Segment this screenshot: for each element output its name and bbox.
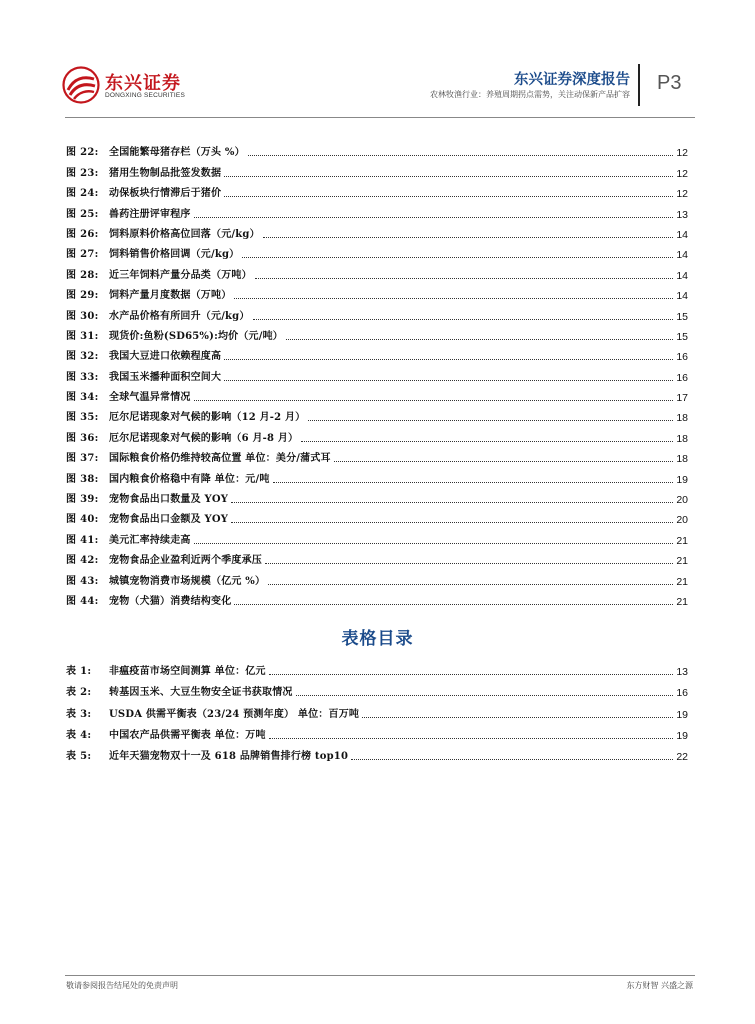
- toc-title: 近年天猫宠物双十一及 618 品牌销售排行榜 top10: [109, 750, 349, 762]
- toc-page: 21: [676, 595, 688, 608]
- toc-leader: [296, 694, 674, 696]
- toc-label: 表 5:: [66, 750, 92, 762]
- toc-label: 图 44:: [66, 595, 99, 607]
- toc-page: 12: [676, 188, 688, 201]
- toc-title: 全球气温异常情况: [109, 392, 191, 404]
- toc-label: 表 3:: [66, 708, 92, 720]
- toc-title: 国内粮食价格稳中有降 单位：元/吨: [109, 473, 270, 485]
- toc-page: 21: [676, 534, 688, 547]
- toc-title: 水产品价格有所回升（元/kg）: [109, 310, 250, 322]
- toc-row[interactable]: [66, 588, 688, 608]
- toc-leader: [273, 481, 674, 483]
- toc-label: 图 29:: [66, 290, 99, 302]
- toc-leader: [234, 603, 673, 605]
- toc-label: 表 1:: [66, 666, 92, 678]
- logo-chinese-name: 东兴证券: [105, 73, 181, 94]
- toc-leader: [242, 256, 673, 258]
- toc-page: 20: [676, 514, 688, 527]
- toc-title: 厄尔尼诺现象对气候的影响（6 月-8 月）: [109, 432, 299, 444]
- toc-row[interactable]: [66, 506, 688, 526]
- report-title: 东兴证券深度报告: [514, 72, 630, 88]
- toc-page: 14: [676, 249, 688, 262]
- toc-leader: [351, 758, 673, 760]
- toc-title: 猪用生物制品批签发数据: [109, 167, 222, 179]
- footer-rule: [65, 975, 695, 976]
- toc-label: 图 26:: [66, 228, 99, 240]
- toc-page: 14: [676, 290, 688, 303]
- toc-leader: [286, 338, 673, 340]
- toc-label: 图 33:: [66, 371, 99, 383]
- tables-section-heading: 表格目录: [341, 629, 414, 649]
- toc-leader: [224, 358, 673, 360]
- toc-label: 图 27:: [66, 249, 99, 261]
- toc-row[interactable]: [66, 547, 688, 567]
- toc-page: 20: [676, 494, 688, 507]
- toc-title: 宠物食品企业盈利近两个季度承压: [109, 555, 262, 567]
- report-subtitle: 农林牧渔行业：养殖周期拐点需势，关注动保新产品扩容: [430, 90, 630, 99]
- toc-page: 15: [676, 310, 688, 323]
- figure-toc-list: [66, 139, 688, 608]
- table-toc-list: [66, 657, 688, 763]
- toc-leader: [268, 583, 673, 585]
- toc-row[interactable]: [66, 139, 688, 159]
- toc-label: 图 40:: [66, 514, 99, 526]
- toc-label: 图 38:: [66, 473, 99, 485]
- toc-page: 16: [676, 687, 688, 700]
- toc-page: 22: [676, 750, 688, 763]
- header-rule: [65, 117, 695, 118]
- toc-leader: [194, 399, 674, 401]
- toc-leader: [269, 673, 674, 675]
- toc-row[interactable]: [66, 424, 688, 444]
- toc-page: 17: [676, 392, 688, 405]
- toc-title: 兽药注册评审程序: [109, 208, 191, 220]
- footer-slogan: 东方财智 兴盛之源: [626, 981, 693, 990]
- toc-label: 图 25:: [66, 208, 99, 220]
- toc-page: 12: [676, 147, 688, 160]
- toc-page: 21: [676, 575, 688, 588]
- toc-row[interactable]: [66, 363, 688, 383]
- toc-leader: [231, 501, 673, 503]
- header-divider: [638, 64, 640, 106]
- toc-row[interactable]: [66, 699, 688, 720]
- toc-leader: [301, 440, 673, 442]
- toc-leader: [269, 737, 674, 739]
- toc-leader: [263, 236, 674, 238]
- toc-label: 图 23:: [66, 167, 99, 179]
- toc-row[interactable]: [66, 721, 688, 742]
- toc-row[interactable]: [66, 261, 688, 281]
- toc-leader: [234, 297, 673, 299]
- page-header: [0, 0, 755, 110]
- company-logo: [62, 66, 212, 106]
- toc-title: 转基因玉米、大豆生物安全证书获取情况: [109, 687, 293, 699]
- toc-leader: [255, 277, 674, 279]
- toc-page: 14: [676, 228, 688, 241]
- toc-page: 19: [676, 708, 688, 721]
- toc-title: 近三年饲料产量分品类（万吨）: [109, 269, 252, 281]
- toc-title: 动保板块行情滞后于猪价: [109, 188, 222, 200]
- toc-title: 我国大豆进口依赖程度高: [109, 351, 222, 363]
- toc-row[interactable]: [66, 678, 688, 699]
- toc-leader: [248, 154, 674, 156]
- toc-leader: [224, 195, 673, 197]
- toc-label: 图 30:: [66, 310, 99, 322]
- toc-title: 饲料原料价格高位回落（元/kg）: [109, 228, 260, 240]
- toc-label: 图 31:: [66, 330, 99, 342]
- toc-page: 18: [676, 432, 688, 445]
- toc-leader: [224, 379, 673, 381]
- toc-title: 全国能繁母猪存栏（万头 %）: [109, 147, 245, 159]
- toc-row[interactable]: [66, 404, 688, 424]
- toc-title: 宠物（犬猫）消费结构变化: [109, 595, 232, 607]
- toc-row[interactable]: [66, 742, 688, 763]
- footer-disclaimer: 敬请参阅报告结尾处的免责声明: [66, 981, 178, 990]
- toc-title: 非瘟疫苗市场空间测算 单位：亿元: [109, 666, 266, 678]
- toc-leader: [362, 716, 673, 718]
- toc-row[interactable]: [66, 241, 688, 261]
- toc-row[interactable]: [66, 526, 688, 546]
- page-number: P3: [657, 72, 682, 94]
- toc-leader: [194, 216, 674, 218]
- toc-page: 13: [676, 666, 688, 679]
- toc-label: 图 22:: [66, 147, 99, 159]
- toc-leader: [334, 460, 674, 462]
- toc-page: 16: [676, 371, 688, 384]
- toc-page: 18: [676, 412, 688, 425]
- toc-row[interactable]: [66, 323, 688, 343]
- toc-label: 图 34:: [66, 392, 99, 404]
- toc-label: 图 36:: [66, 432, 99, 444]
- toc-label: 图 24:: [66, 188, 99, 200]
- toc-row[interactable]: [66, 180, 688, 200]
- toc-title: 国际粮食价格仍维持较高位置 单位：美分/蒲式耳: [109, 453, 331, 465]
- dongxing-logo-icon: [62, 66, 100, 104]
- toc-label: 图 42:: [66, 555, 99, 567]
- toc-title: 美元汇率持续走高: [109, 534, 191, 546]
- toc-title: 宠物食品出口数量及 YOY: [109, 494, 229, 506]
- toc-label: 图 35:: [66, 412, 99, 424]
- toc-page: 15: [676, 330, 688, 343]
- toc-page: 19: [676, 473, 688, 486]
- toc-label: 图 32:: [66, 351, 99, 363]
- toc-leader: [224, 175, 673, 177]
- toc-row[interactable]: [66, 343, 688, 363]
- toc-row[interactable]: [66, 567, 688, 587]
- toc-row[interactable]: [66, 302, 688, 322]
- toc-title: 我国玉米播种面积空间大: [109, 371, 222, 383]
- toc-label: 图 28:: [66, 269, 99, 281]
- toc-leader: [253, 318, 674, 320]
- toc-page: 19: [676, 729, 688, 742]
- toc-title: 现货价:鱼粉(SD65%):均价（元/吨）: [109, 330, 284, 342]
- toc-title: 饲料产量月度数据（万吨）: [109, 290, 232, 302]
- toc-page: 18: [676, 453, 688, 466]
- toc-label: 表 4:: [66, 729, 92, 741]
- toc-title: USDA 供需平衡表（23/24 预测年度） 单位：百万吨: [109, 708, 360, 720]
- toc-title: 城镇宠物消费市场规模（亿元 %）: [109, 575, 266, 587]
- toc-leader: [265, 562, 673, 564]
- toc-page: 14: [676, 269, 688, 282]
- toc-leader: [308, 419, 673, 421]
- toc-row[interactable]: [66, 282, 688, 302]
- toc-page: 16: [676, 351, 688, 364]
- logo-english-name: DONGXING SECURITIES: [105, 92, 186, 99]
- toc-label: 图 41:: [66, 534, 99, 546]
- toc-label: 图 39:: [66, 494, 99, 506]
- toc-row[interactable]: [66, 486, 688, 506]
- toc-page: 12: [676, 167, 688, 180]
- toc-title: 中国农产品供需平衡表 单位：万吨: [109, 729, 266, 741]
- toc-row[interactable]: [66, 657, 688, 678]
- toc-row[interactable]: [66, 221, 688, 241]
- toc-row[interactable]: [66, 384, 688, 404]
- toc-label: 图 43:: [66, 575, 99, 587]
- toc-leader: [231, 521, 673, 523]
- toc-label: 表 2:: [66, 687, 92, 699]
- toc-label: 图 37:: [66, 453, 99, 465]
- toc-row[interactable]: [66, 445, 688, 465]
- toc-leader: [194, 542, 674, 544]
- toc-row[interactable]: [66, 159, 688, 179]
- toc-row[interactable]: [66, 465, 688, 485]
- toc-page: 13: [676, 208, 688, 221]
- toc-page: 21: [676, 555, 688, 568]
- toc-title: 厄尔尼诺现象对气候的影响（12 月-2 月）: [109, 412, 306, 424]
- toc-title: 饲料销售价格回调（元/kg）: [109, 249, 240, 261]
- toc-title: 宠物食品出口金额及 YOY: [109, 514, 229, 526]
- toc-row[interactable]: [66, 200, 688, 220]
